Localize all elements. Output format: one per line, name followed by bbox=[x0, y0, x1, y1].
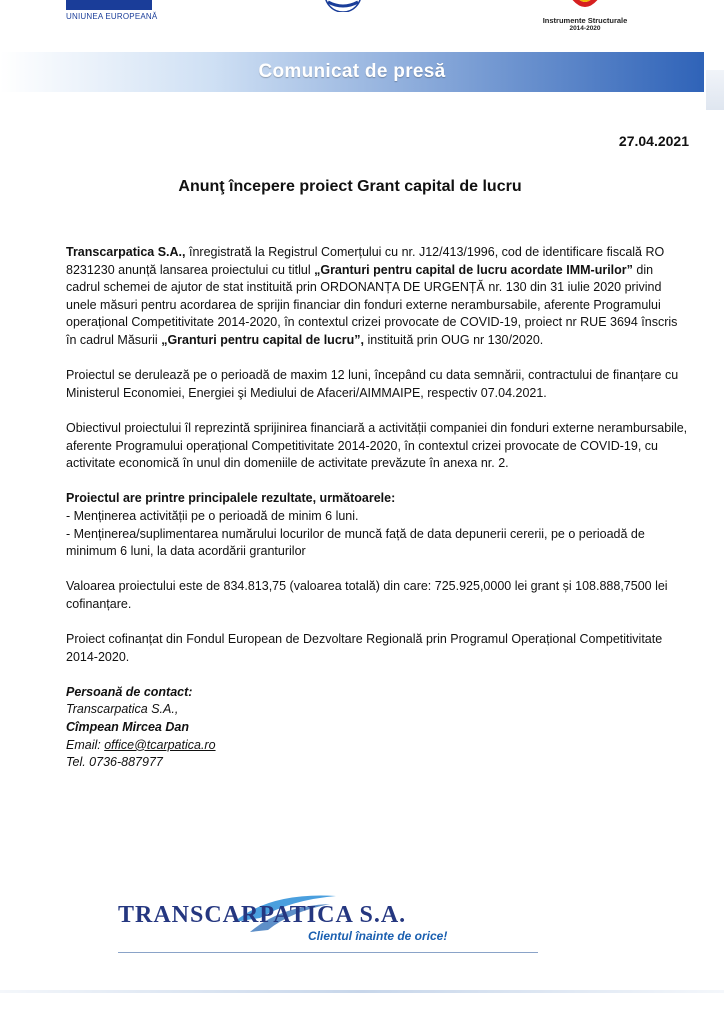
results-heading bbox=[66, 490, 688, 508]
footer-band bbox=[0, 990, 724, 993]
result-item-2: - Menținerea/suplimentarea numărului locurilor de muncă față de data depunerii cererii, pe o perioadă de minimum 6 luni, la data acordării granturilor bbox=[66, 526, 645, 559]
contact-phone: Tel. 0736-887977 bbox=[66, 755, 163, 770]
intro-text-2: din cadrul schemei de ajutor de stat instituită prin ORDONANȚA DE URGENȚĂ nr. 130 din 31 iulie 2020 privind unele măsuri pentru acordarea de sprijin financiar din fonduri externe nerambursabile, aferente Programului operațional Competitivitate 2014-2020, în contextul crizei provocate de COVID-19, proiect nr RUE 3694 înscris în cadrul Măsurii bbox=[66, 262, 678, 347]
paragraph-objective: Obiectivul proiectului îl reprezintă sprijinirea financiară a activității companiei din fonduri externe nerambursabile, aferente Programului operațional Competitivitate 2014-2020, în contextul crizei provocate de COVID-19, cu activitate economică în unul din domeniile de activitate prevăzute în anexa nr. 2. bbox=[66, 420, 688, 471]
paragraph-value: Valoarea proiectului este de 834.813,75 (valoarea totală) din care: 725.925,0000 lei grant și 108.888,7500 lei cofinanțare. bbox=[66, 579, 668, 611]
intro-text-1: înregistrată la Registrul Comerțului cu nr. J12/413/1996, cod de identificare fiscală RO 8231230 anunță lansarea proiectului cu titlul bbox=[66, 245, 665, 277]
document-date: 27.04.2021 bbox=[618, 133, 689, 149]
press-release-banner bbox=[0, 52, 704, 92]
measure-title: „Granturi pentru capital de lucru”, bbox=[161, 332, 364, 347]
contact-email-link[interactable]: office@tcarpatica.ro bbox=[104, 737, 216, 752]
contact-email-row bbox=[66, 737, 688, 755]
results-heading-text: Proiectul are printre principalele rezultate, următoarele: bbox=[66, 491, 396, 506]
header-logos bbox=[0, 0, 724, 40]
romania-seal-icon bbox=[318, 0, 368, 12]
company-name: Transcarpatica S.A., bbox=[66, 245, 186, 259]
contact-heading bbox=[66, 684, 688, 702]
intro-text-3: instituită prin OUG nr 130/2020. bbox=[364, 332, 544, 347]
result-item-1: - Menținerea activității pe o perioadă de minim 6 luni. bbox=[66, 508, 359, 523]
eu-flag-icon bbox=[66, 0, 152, 10]
document-body bbox=[66, 244, 688, 772]
structural-instruments-logo-icon bbox=[560, 0, 610, 16]
project-title: „Granturi pentru capital de lucru acordate IMM-urilor” bbox=[314, 262, 633, 277]
structural-instruments-years: 2014-2020 bbox=[569, 25, 601, 32]
banner-side-tab bbox=[706, 70, 724, 110]
contact-person-name: Cîmpean Mircea Dan bbox=[66, 720, 189, 735]
structural-instruments-title: Instrumente Structurale bbox=[542, 16, 628, 25]
document-title: Anunţ începere proiect Grant capital de lucru bbox=[178, 178, 522, 195]
footer-brand-name: TRANSCARPATICA S.A. bbox=[118, 902, 407, 928]
paragraph-cofinancing: Proiect cofinanțat din Fondul European de Dezvoltare Regională prin Programul Operațional Competitivitate 2014-2020. bbox=[66, 632, 663, 664]
footer-divider bbox=[118, 952, 538, 953]
paragraph-duration: Proiectul se derulează pe o perioadă de maxim 12 luni, începând cu data semnării, contractului de finanțare cu Ministerul Economiei, Energiei şi Mediului de Afaceri/AIMMAIPE, respectiv 07.04.2021. bbox=[66, 368, 679, 400]
paragraph-intro bbox=[66, 244, 688, 350]
eu-label: UNIUNEA EUROPEANĂ bbox=[66, 12, 158, 21]
contact-person bbox=[66, 719, 688, 737]
contact-block bbox=[66, 684, 688, 772]
contact-company: Transcarpatica S.A., bbox=[66, 702, 179, 717]
footer-slogan: Clientul înainte de orice! bbox=[308, 929, 448, 943]
contact-email-label: Email: bbox=[66, 737, 105, 752]
contact-heading-text: Persoană de contact: bbox=[66, 684, 193, 699]
banner-title: Comunicat de presă bbox=[258, 61, 446, 82]
